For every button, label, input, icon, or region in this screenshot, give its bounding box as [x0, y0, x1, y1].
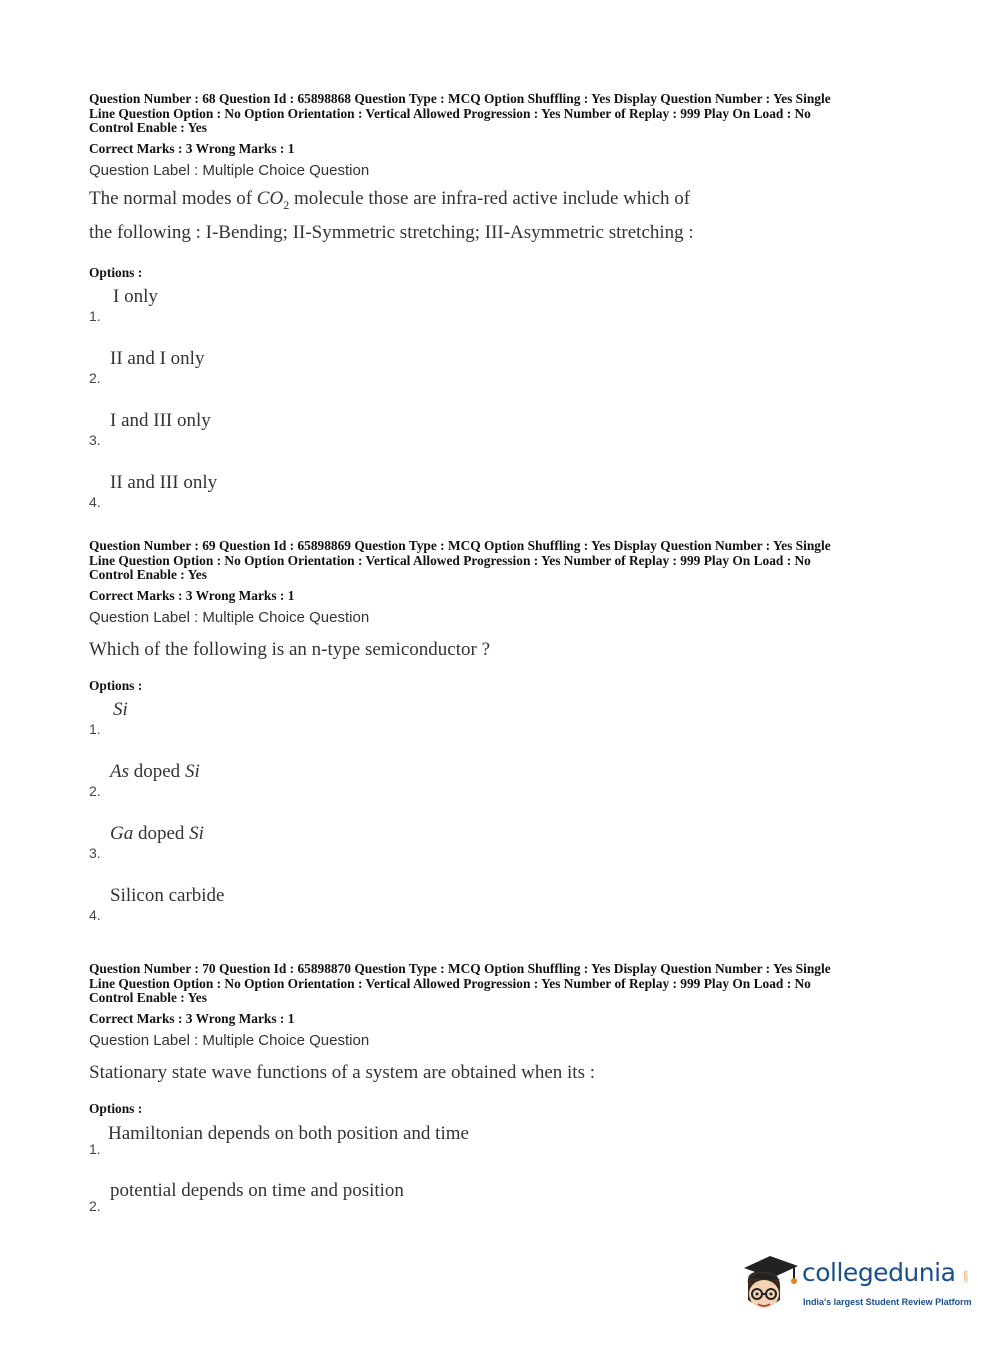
- collegedunia-logo[interactable]: [740, 1250, 970, 1320]
- question-69: [89, 539, 919, 947]
- formula: CO: [256, 187, 284, 209]
- option-text: I only: [113, 285, 158, 307]
- option-text: II and I only: [110, 347, 205, 369]
- option-number: 3.: [89, 431, 101, 448]
- option-2[interactable]: [89, 761, 919, 823]
- marks: Correct Marks : 3 Wrong Marks : 1: [89, 1010, 295, 1026]
- meta-line: Line Question Option : No Option Orientation : Vertical Allowed Progression : Yes Number of Replay : 999 Play On Load : No: [89, 975, 811, 991]
- option-text: II and III only: [110, 471, 218, 493]
- meta-line: Line Question Option : No Option Orientation : Vertical Allowed Progression : Yes Number of Replay : 999 Play On Load : No: [89, 105, 811, 121]
- marks: Correct Marks : 3 Wrong Marks : 1: [89, 140, 295, 156]
- subscript: 2: [283, 197, 290, 212]
- option-3[interactable]: [89, 823, 919, 885]
- option-text: potential depends on time and position: [110, 1179, 404, 1201]
- question-meta: [89, 962, 919, 1006]
- options-list: [89, 286, 919, 534]
- meta-line: Question Number : 69 Question Id : 65898869 Question Type : MCQ Option Shuffling : Yes Display Question Number : Yes Single: [89, 538, 831, 553]
- option-text: I and III only: [110, 409, 211, 431]
- option-2[interactable]: [89, 348, 919, 410]
- meta-line: Control Enable : Yes: [89, 120, 207, 136]
- text-part: molecule those are infra-red active include which of: [289, 187, 691, 209]
- meta-line: Control Enable : Yes: [89, 990, 207, 1006]
- option-text: [110, 823, 204, 845]
- question-text: Stationary state wave functions of a system are obtained when its :: [89, 1061, 596, 1083]
- option-3[interactable]: [89, 410, 919, 472]
- element-symbol: Ga: [110, 822, 134, 844]
- question-text: [89, 185, 919, 247]
- options-heading: Options :: [89, 264, 143, 280]
- option-number: 4.: [89, 493, 101, 510]
- question-label: Question Label : Multiple Choice Question: [89, 161, 370, 179]
- option-1[interactable]: [89, 699, 919, 761]
- logo-com: .com: [963, 1270, 970, 1284]
- option-text: Silicon carbide: [110, 884, 225, 906]
- option-text: Si: [113, 698, 128, 720]
- graduate-mascot-icon: [740, 1250, 802, 1316]
- meta-line: Question Number : 68 Question Id : 65898868 Question Type : MCQ Option Shuffling : Yes Display Question Number : Yes Single: [89, 91, 831, 106]
- option-number: 2.: [89, 782, 101, 799]
- option-1[interactable]: [89, 1123, 919, 1180]
- meta-line: Control Enable : Yes: [89, 567, 207, 583]
- options-heading: Options :: [89, 677, 143, 693]
- element-symbol: Si: [184, 760, 200, 782]
- option-4[interactable]: [89, 885, 919, 947]
- marks: Correct Marks : 3 Wrong Marks : 1: [89, 587, 295, 603]
- question-meta: [89, 539, 919, 583]
- meta-line: Line Question Option : No Option Orientation : Vertical Allowed Progression : Yes Number of Replay : 999 Play On Load : No: [89, 552, 811, 568]
- option-number: 4.: [89, 906, 101, 923]
- option-number: 1.: [89, 720, 101, 737]
- option-2[interactable]: [89, 1180, 919, 1242]
- question-label: Question Label : Multiple Choice Question: [89, 608, 370, 626]
- option-number: 2.: [89, 1197, 101, 1214]
- text-part: the following : I-Bending; II-Symmetric stretching; III-Asymmetric stretching :: [89, 221, 694, 243]
- option-text: [110, 761, 200, 783]
- option-text: Hamiltonian depends on both position and time: [108, 1122, 469, 1144]
- text-part: doped: [129, 760, 185, 782]
- element-symbol: As: [110, 760, 129, 782]
- option-number: 3.: [89, 844, 101, 861]
- meta-line: Question Number : 70 Question Id : 65898870 Question Type : MCQ Option Shuffling : Yes Display Question Number : Yes Single: [89, 961, 831, 976]
- question-label: Question Label : Multiple Choice Question: [89, 1031, 370, 1049]
- element-symbol: Si: [189, 822, 204, 844]
- options-heading: Options :: [89, 1100, 143, 1116]
- option-number: 1.: [89, 1140, 101, 1157]
- option-1[interactable]: [89, 286, 919, 348]
- question-70: [89, 962, 919, 1242]
- logo-tagline: India's largest Student Review Platform: [803, 1297, 972, 1307]
- question-meta: [89, 92, 919, 136]
- text-part: The normal modes of: [89, 187, 257, 209]
- question-text: Which of the following is an n-type semiconductor ?: [89, 638, 491, 660]
- question-68: [89, 92, 919, 534]
- options-list: [89, 699, 919, 947]
- text-part: doped: [133, 822, 190, 844]
- logo-name: collegedunia: [802, 1258, 956, 1287]
- options-list: [89, 1123, 919, 1242]
- option-4[interactable]: [89, 472, 919, 534]
- option-number: 1.: [89, 307, 101, 324]
- option-number: 2.: [89, 369, 101, 386]
